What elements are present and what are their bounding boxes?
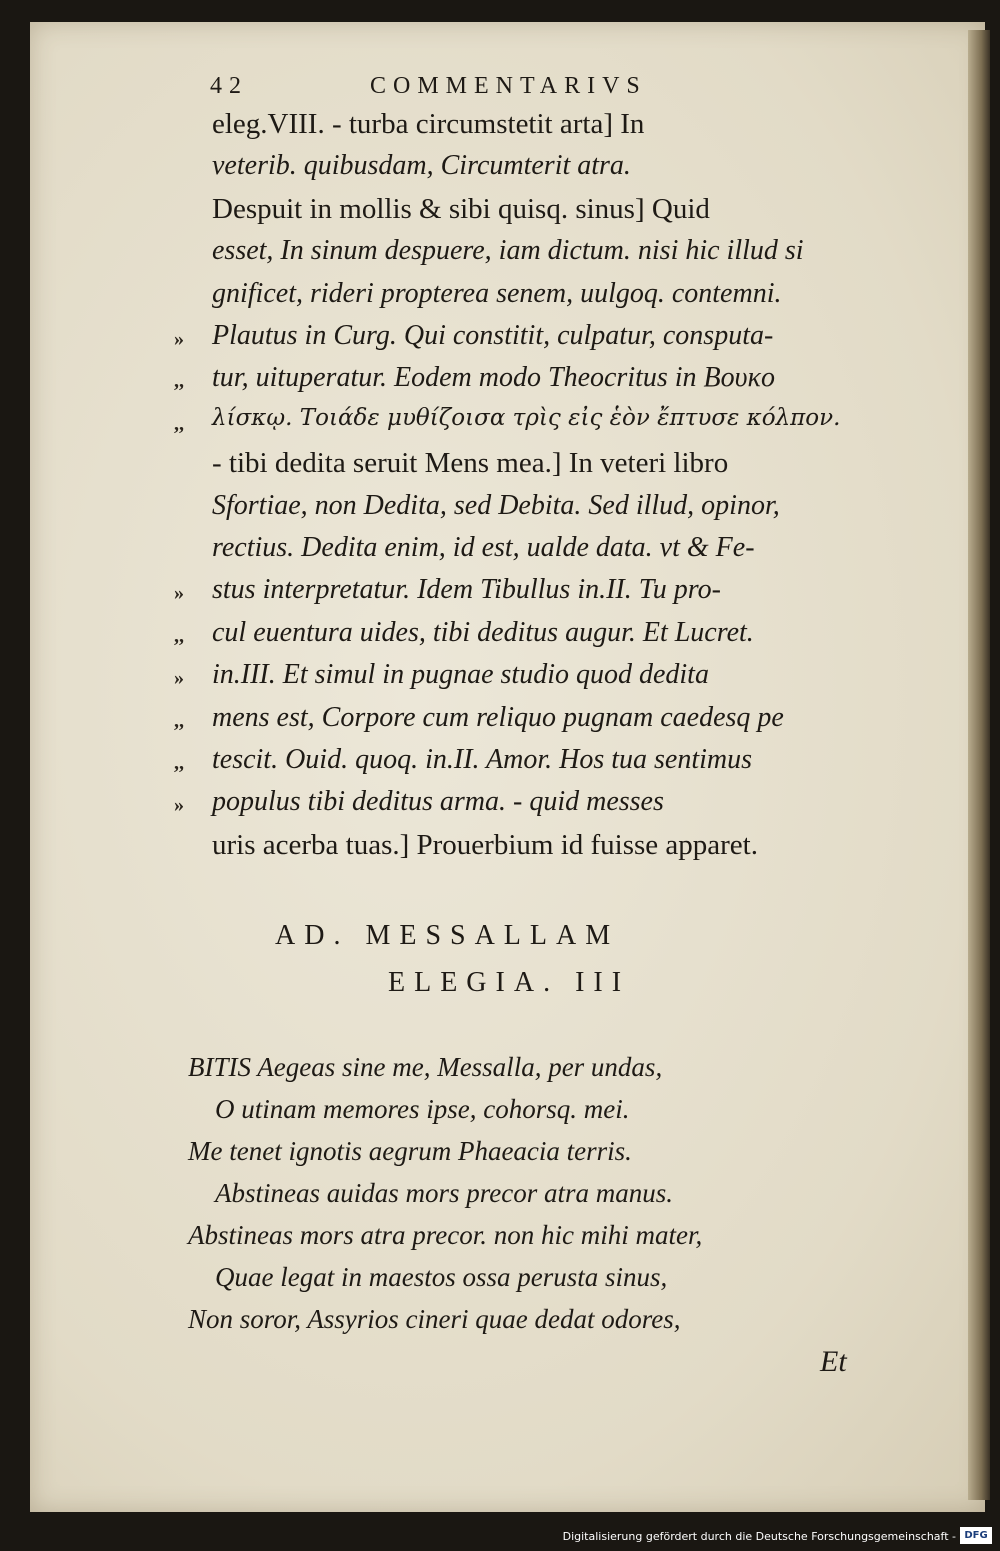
quotation-mark: ,, xyxy=(174,412,184,435)
verse-line: Abstineas mors atra precor. non hic mihi mater, xyxy=(188,1220,703,1250)
commentary-line: - tibi dedita seruit Mens mea.] In veteri libro xyxy=(212,447,729,480)
verse-line: O utinam memores ipse, cohorsq. mei. xyxy=(215,1094,630,1124)
quotation-mark: » xyxy=(174,582,184,605)
running-title: COMMENTARIVS xyxy=(370,73,647,99)
quotation-mark: ,, xyxy=(174,709,184,732)
quotation-mark: ,, xyxy=(174,624,184,647)
verse-line: Me tenet ignotis aegrum Phaeacia terris. xyxy=(188,1136,632,1166)
commentary-line: rectius. Dedita enim, id est, ualde data. vt & Fe- xyxy=(212,532,755,563)
catchword: Et xyxy=(820,1345,847,1378)
quotation-mark: ,, xyxy=(174,752,184,774)
verse-line: Abstineas auidas mors precor atra manus. xyxy=(215,1178,674,1208)
verse-line: Quae legat in maestos ossa perusta sinus, xyxy=(215,1262,668,1292)
commentary-line: esset, In sinum despuere, iam dictum. nisi hic illud si xyxy=(212,235,804,267)
commentary-line: Despuit in mollis & sibi quisq. sinus] Quid xyxy=(212,192,710,225)
commentary-line: mens est, Corpore cum reliquo pugnam caedesq pe xyxy=(212,701,784,733)
commentary-line: Plautus in Curg. Qui constitit, culpatur, consputa- xyxy=(212,320,774,351)
section-title-line2: ELEGIA. III xyxy=(388,967,631,998)
commentary-line: Sfortiae, non Dedita, sed Debita. Sed illud, opinor, xyxy=(212,489,780,521)
commentary-line: tescit. Ouid. quoq. in.II. Amor. Hos tua sentimus xyxy=(212,744,753,775)
dfg-logo: DFG xyxy=(960,1527,992,1544)
commentary-line: uris acerba tuas.] Prouerbium id fuisse apparet. xyxy=(212,828,758,861)
section-title-line1: AD. MESSALLAM xyxy=(275,920,620,951)
quotation-mark: » xyxy=(174,794,184,817)
commentary-line: stus interpretatur. Idem Tibullus in.II. Tu pro- xyxy=(212,574,721,606)
commentary-line: eleg.VIII. - turba circumstetit arta] In xyxy=(212,108,645,140)
quotation-mark: » xyxy=(174,667,184,690)
commentary-line: veterib. quibusdam, Circumterit atra. xyxy=(212,150,631,182)
verse-line: BITIS Aegeas sine me, Messalla, per undas, xyxy=(188,1052,663,1082)
commentary-line: cul euentura uides, tibi deditus augur. Et Lucret. xyxy=(212,616,754,648)
commentary-line: λίσκῳ. Τοιάδε μυθίζοισα τρὶς εἰς ἑὸν ἔπτυσε κόλπον. xyxy=(212,404,841,431)
digitization-credit: Digitalisierung gefördert durch die Deutsche Forschungsgemeinschaft - xyxy=(562,1530,956,1543)
quotation-mark: » xyxy=(174,328,184,350)
commentary-line: gnificet, rideri propterea senem, uulgoq. contemni. xyxy=(212,277,782,309)
verse-line: Non soror, Assyrios cineri quae dedat odores, xyxy=(188,1304,681,1334)
commentary-line: populus tibi deditus arma. - quid messes xyxy=(212,786,664,818)
commentary-line: tur, uituperatur. Eodem modo Theocritus in Βουκο xyxy=(212,362,775,394)
page-edge xyxy=(968,30,990,1500)
quotation-mark: ,, xyxy=(174,370,184,393)
commentary-line: in.III. Et simul in pugnae studio quod dedita xyxy=(212,659,709,691)
page-number: 42 xyxy=(210,73,248,99)
